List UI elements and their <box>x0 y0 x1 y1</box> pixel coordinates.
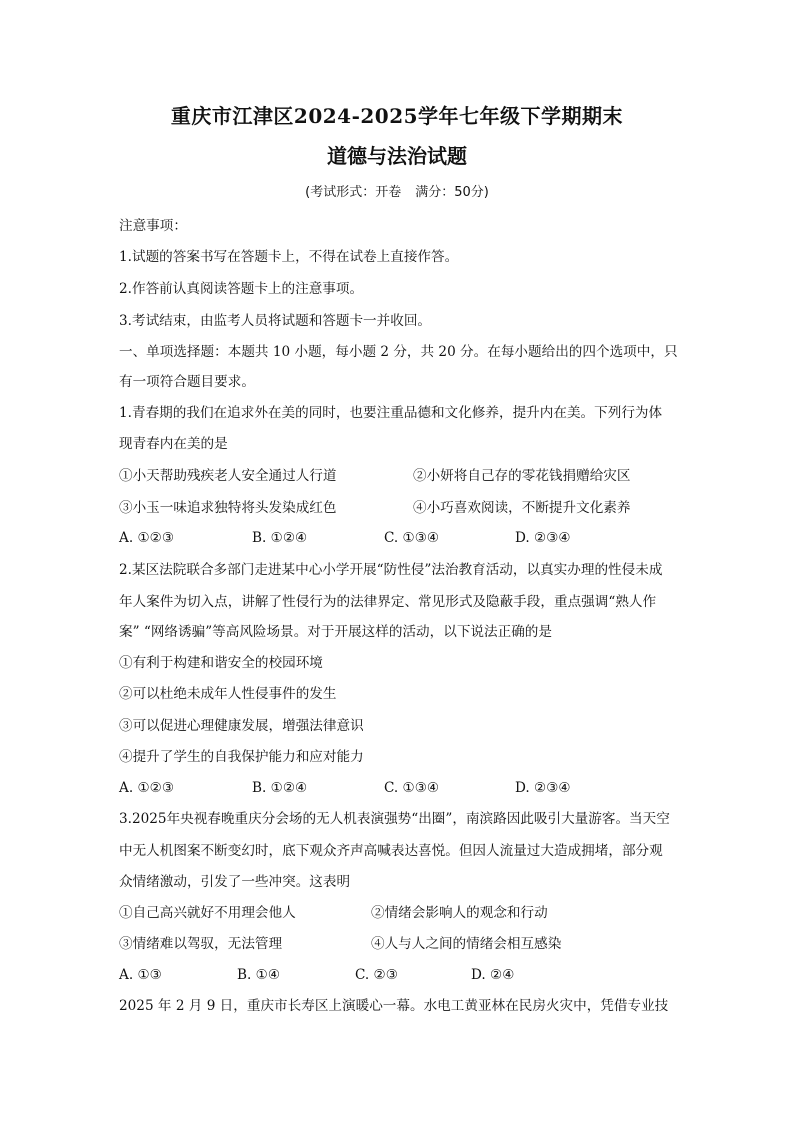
notes-heading: 注意事项： <box>119 218 187 234</box>
q3-option-c[interactable]: C. ②③ <box>355 967 398 983</box>
note-item: 2.作答前认真阅读答题卡上的注意事项。 <box>119 281 364 297</box>
note-item: 1.试题的答案书写在答题卡上，不得在试卷上直接作答。 <box>119 249 459 265</box>
q2-stem: 案” “网络诱骗”等高风险场景。对于开展这样的活动，以下说法正确的是 <box>119 624 552 640</box>
q3-statement: ③情绪难以驾驭，无法管理 <box>119 936 283 952</box>
q1-option-c[interactable]: C. ①③④ <box>384 530 440 546</box>
q3-stem: 3.2025年央视春晚重庆分会场的无人机表演强势“出圈”，南滨路因此吸引大量游客。当天空 <box>119 811 670 827</box>
q1-statement: ②小妍将自己存的零花钱捐赠给灾区 <box>413 468 631 484</box>
q3-option-b[interactable]: B. ①④ <box>237 967 281 983</box>
q1-option-a[interactable]: A. ①②③ <box>119 530 175 546</box>
q3-option-a[interactable]: A. ①③ <box>119 967 162 983</box>
q1-option-d[interactable]: D. ②③④ <box>515 530 571 546</box>
q3-stem: 众情绪激动，引发了一些冲突。这表明 <box>119 874 351 890</box>
q1-statement: ①小天帮助残疾老人安全通过人行道 <box>119 468 337 484</box>
q3-option-d[interactable]: D. ②④ <box>471 967 515 983</box>
exam-title: 重庆市江津区2024-2025学年七年级下学期期末 <box>170 104 624 128</box>
q1-statement: ④小巧喜欢阅读，不断提升文化素养 <box>413 500 631 516</box>
exam-info <box>0 181 794 200</box>
q2-statement: ③可以促进心理健康发展，增强法律意识 <box>119 718 364 734</box>
exam-subject-title: 道德与法治试题 <box>327 144 467 168</box>
full-marks: 满分：50分) <box>415 185 489 200</box>
q3-statement: ①自己高兴就好不用理会他人 <box>119 905 296 921</box>
q2-statement: ④提升了学生的自我保护能力和应对能力 <box>119 749 364 765</box>
section-instruction: 有一项符合题目要求。 <box>119 374 255 390</box>
q1-stem: 现青春内在美的是 <box>119 436 228 452</box>
section-instruction: 一、单项选择题：本题共 10 小题，每小题 2 分，共 20 分。在每小题给出的四个选项中，只 <box>119 344 678 360</box>
q1-option-b[interactable]: B. ①②④ <box>252 530 308 546</box>
exam-form: (考试形式：开卷 <box>305 185 402 200</box>
q2-option-b[interactable]: B. ①②④ <box>252 780 308 796</box>
q3-statement: ②情绪会影响人的观念和行动 <box>371 905 548 921</box>
q2-statement: ①有利于构建和谐安全的校园环境 <box>119 655 323 671</box>
note-item: 3.考试结束，由监考人员将试题和答题卡一并收回。 <box>119 313 432 329</box>
q2-stem: 2.某区法院联合多部门走进某中心小学开展“防性侵”法治教育活动，以真实办理的性侵未成 <box>119 562 663 578</box>
q2-option-a[interactable]: A. ①②③ <box>119 780 175 796</box>
q2-stem: 年人案件为切入点，讲解了性侵行为的法律界定、常见形式及隐蔽手段，重点强调“熟人作 <box>119 594 657 610</box>
q1-stem: 1.青春期的我们在追求外在美的同时，也要注重品德和文化修养，提升内在美。下列行为体 <box>119 405 663 421</box>
q4-material: 2025 年 2 月 9 日，重庆市长寿区上演暖心一幕。水电工黄亚林在民房火灾中，凭借专业技 <box>119 998 669 1014</box>
q3-stem: 中无人机图案不断变幻时，底下观众齐声高喊表达喜悦。但因人流量过大造成拥堵，部分观 <box>119 843 663 859</box>
q3-statement: ④人与人之间的情绪会相互感染 <box>371 936 562 952</box>
q1-statement: ③小玉一味追求独特将头发染成红色 <box>119 500 337 516</box>
q2-option-c[interactable]: C. ①③④ <box>384 780 440 796</box>
q2-option-d[interactable]: D. ②③④ <box>515 780 571 796</box>
q2-statement: ②可以杜绝未成年人性侵事件的发生 <box>119 686 337 702</box>
